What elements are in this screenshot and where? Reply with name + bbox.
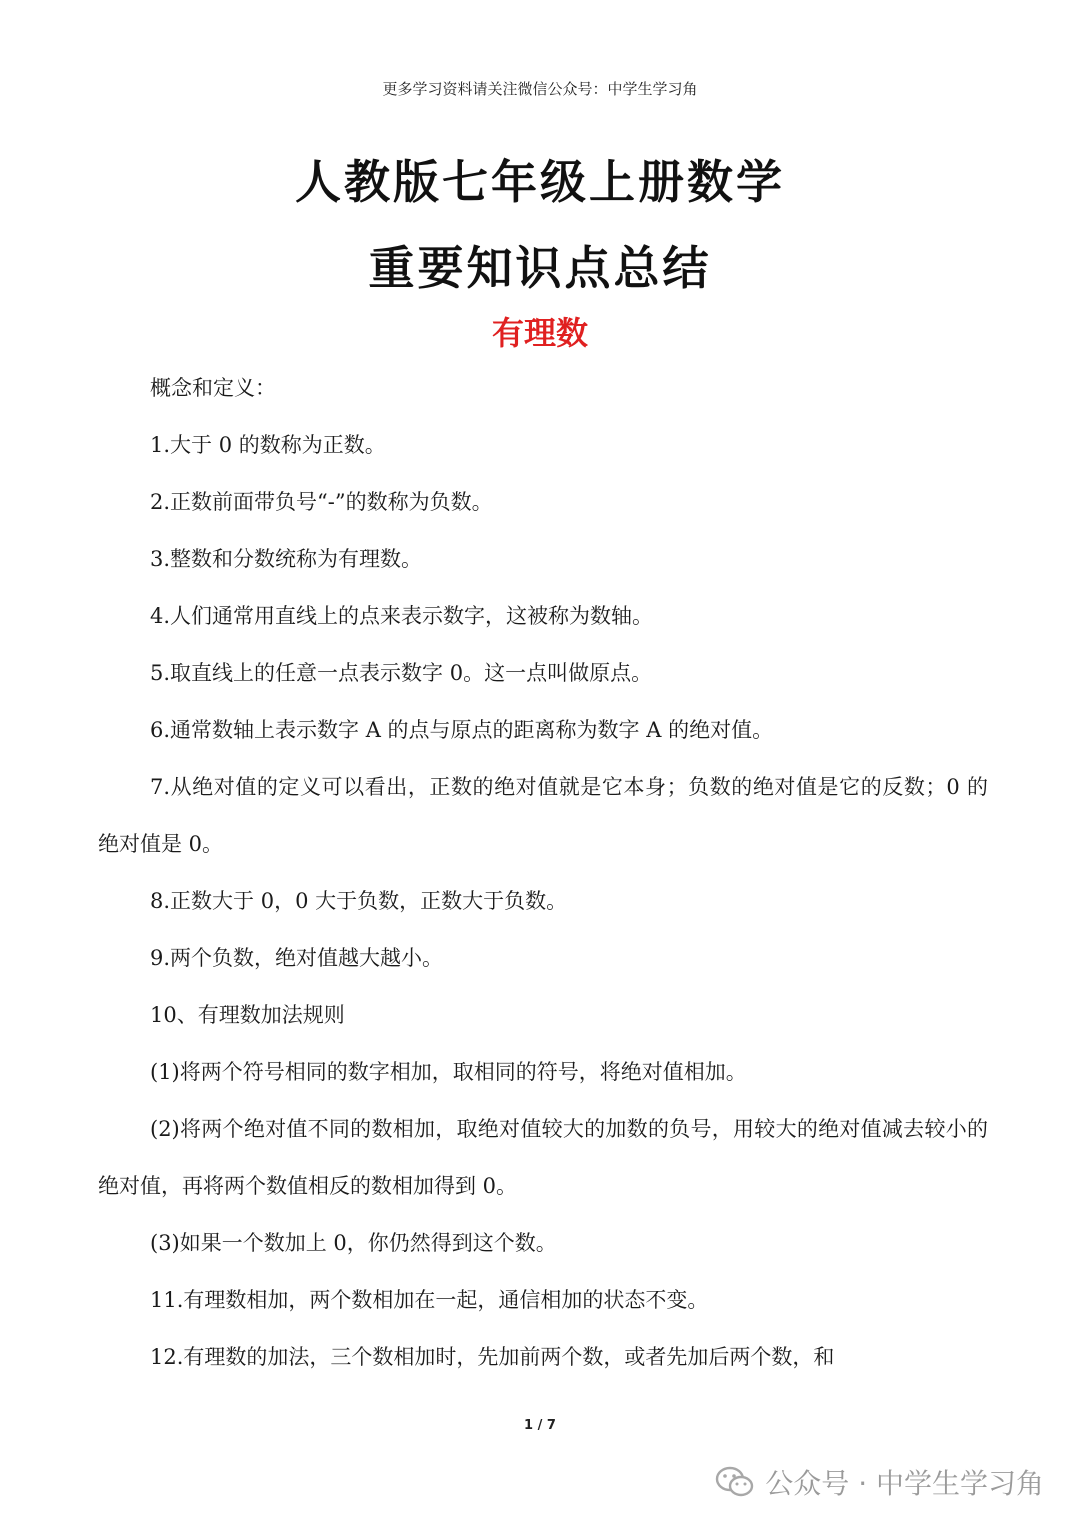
paragraph-item-1: 1.大于 0 的数称为正数。	[150, 433, 386, 457]
paragraph-item-6: 6.通常数轴上表示数字 A 的点与原点的距离称为数字 A 的绝对值。	[150, 718, 774, 742]
paragraph-item-7: 7.从绝对值的定义可以看出，正数的绝对值就是它本身；负数的绝对值是它的反数；0 的绝对值是 0。	[98, 775, 988, 856]
paragraph-rule-3: (3)如果一个数加上 0，你仍然得到这个数。	[150, 1231, 557, 1255]
paragraph-rule-1: (1)将两个符号相同的数字相加，取相同的符号，将绝对值相加。	[150, 1060, 747, 1084]
paragraph-item-9: 9.两个负数，绝对值越大越小。	[150, 946, 444, 970]
document-body	[98, 360, 988, 1386]
paragraph-item-3: 3.整数和分数统称为有理数。	[150, 547, 423, 571]
watermark	[715, 1462, 1044, 1502]
wechat-icon	[715, 1465, 755, 1499]
paragraph-rule-2: (2)将两个绝对值不同的数相加，取绝对值较大的加数的负号，用较大的绝对值减去较小的绝对值，再将两个数值相反的数相加得到 0。	[98, 1117, 988, 1198]
watermark-text: 公众号 · 中学生学习角	[765, 1467, 1044, 1500]
section-title: 有理数	[491, 314, 588, 352]
paragraph-item-2: 2.正数前面带负号“-”的数称为负数。	[150, 490, 493, 514]
page-number: 1 / 7	[524, 1418, 556, 1433]
paragraph-item-4: 4.人们通常用直线上的点来表示数字，这被称为数轴。	[150, 604, 654, 628]
paragraph-item-10: 10、有理数加法规则	[150, 1003, 345, 1027]
page-title-line-1: 人教版七年级上册数学	[295, 155, 785, 209]
paragraph-item-12: 12.有理数的加法，三个数相加时，先加前两个数，或者先加后两个数，和	[150, 1345, 835, 1369]
paragraph-item-8: 8.正数大于 0，0 大于负数，正数大于负数。	[150, 889, 568, 913]
page-title-line-2: 重要知识点总结	[368, 241, 712, 295]
paragraph-item-11: 11.有理数相加，两个数相加在一起，通信相加的状态不变。	[150, 1288, 709, 1312]
header-note: 更多学习资料请关注微信公众号：中学生学习角	[382, 80, 698, 98]
paragraph-intro: 概念和定义：	[150, 376, 276, 400]
paragraph-item-5: 5.取直线上的任意一点表示数字 0。这一点叫做原点。	[150, 661, 653, 685]
